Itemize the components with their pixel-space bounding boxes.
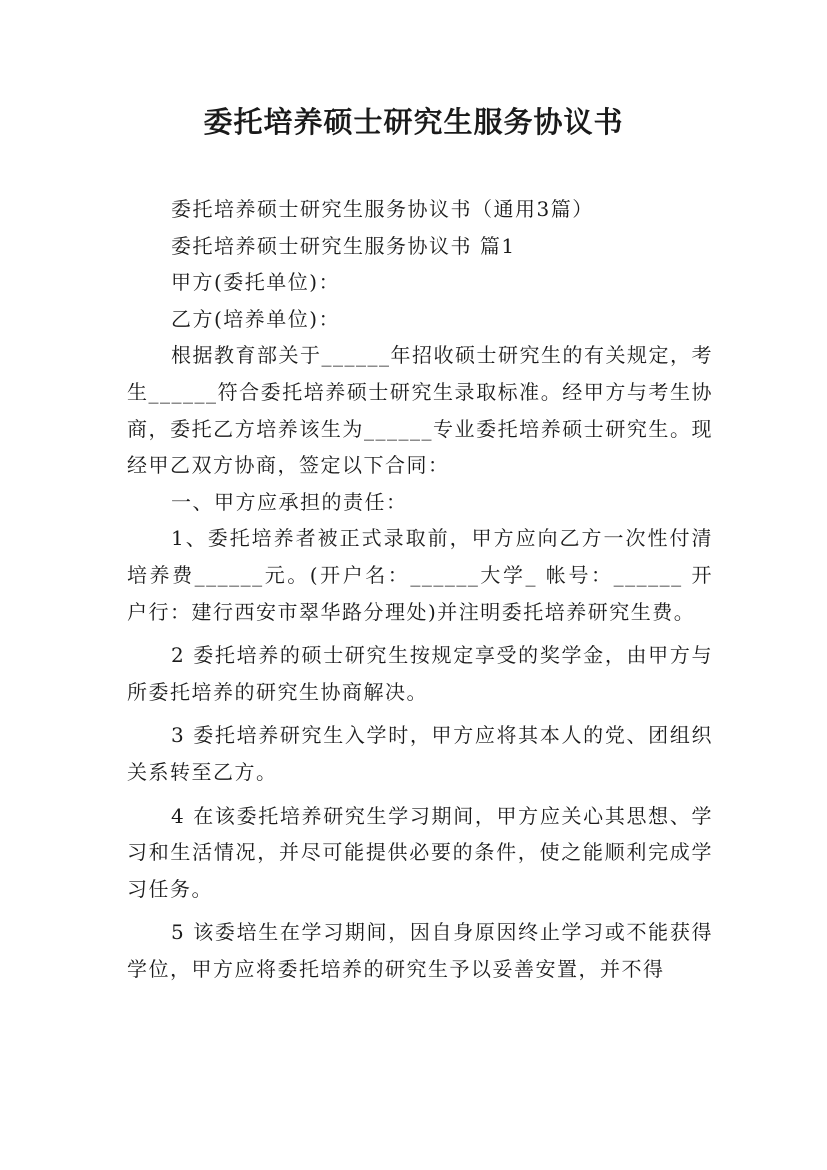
paragraph-preamble: 根据教育部关于______年招收硕士研究生的有关规定，考生______符合委托培养硕士研究生录取标准。经甲方与考生协商，委托乙方培养该生为______专业委托培养硕士研究生。现经甲乙双方协商，签定以下合同：	[127, 343, 713, 478]
paragraph-clause-heading: 一、甲方应承担的责任：	[171, 489, 408, 514]
document-title: 委托培养硕士研究生服务协议书	[203, 105, 624, 139]
paragraph-heading: 委托培养硕士研究生服务协议书（通用3篇）	[171, 197, 594, 221]
paragraph-clause-1: 1、委托培养者被正式录取前，甲方应向乙方一次性付清培养费______元。(开户名：______大学_ 帐号：______ 开户行：建行西安市翠华路分理处)并注明委托培养研究生费。	[127, 526, 713, 624]
paragraph-section-title: 委托培养硕士研究生服务协议书 篇1	[171, 233, 516, 258]
paragraph-clause-5: 5 该委培生在学习期间，因自身原因终止学习或不能获得学位，甲方应将委托培养的研究生予以妥善安置，并不得	[127, 920, 713, 981]
paragraph-clause-2: 2 委托培养的硕士研究生按规定享受的奖学金，由甲方与所委托培养的研究生协商解决。	[127, 643, 713, 704]
paragraph-clause-3: 3 委托培养研究生入学时，甲方应将其本人的党、团组织关系转至乙方。	[127, 723, 713, 784]
paragraph-clause-4: 4 在该委托培养研究生学习期间，甲方应关心其思想、学习和生活情况，并尽可能提供必要的条件，使之能顺利完成学习任务。	[127, 803, 713, 901]
paragraph-party-b: 乙方(培养单位)：	[171, 306, 341, 331]
document-body	[127, 191, 713, 987]
paragraph-party-a: 甲方(委托单位)：	[171, 270, 341, 295]
